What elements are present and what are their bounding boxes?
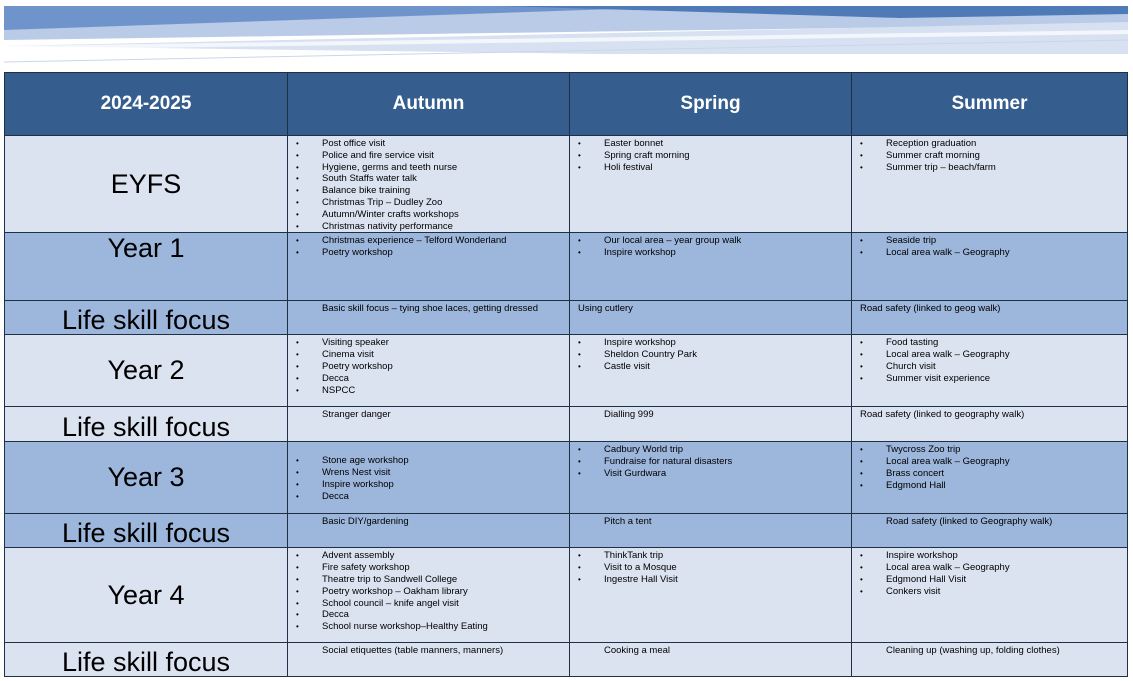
- list-item: • NSPCC: [288, 385, 569, 397]
- list-item: • Hygiene, germs and teeth nurse: [288, 162, 569, 174]
- list-item: • Brass concert: [852, 468, 1127, 480]
- autumn-cell: [288, 136, 570, 233]
- curriculum-table: [4, 72, 1128, 677]
- list-item: • Local area walk – Geography: [852, 456, 1127, 468]
- table-row: [5, 514, 1128, 548]
- list-item: • Cinema visit: [288, 349, 569, 361]
- list-item: • Theatre trip to Sandwell College: [288, 574, 569, 586]
- list-item: • Summer trip – beach/farm: [852, 162, 1127, 174]
- summer-cell: [852, 335, 1128, 407]
- autumn-heading: Autumn: [288, 73, 570, 136]
- autumn-cell: [288, 301, 570, 335]
- summer-cell: [852, 442, 1128, 514]
- list-item: • Local area walk – Geography: [852, 247, 1127, 259]
- list-item: • Balance bike training: [288, 185, 569, 197]
- spring-cell: [570, 442, 852, 514]
- year-heading: 2024-2025: [5, 73, 288, 136]
- summer-cell: [852, 407, 1128, 442]
- summer-cell: [852, 301, 1128, 335]
- list-item: • Christmas experience – Telford Wonderland: [288, 235, 569, 247]
- list-item: • Holi festival: [570, 162, 851, 174]
- list-item: • Edgmond Hall: [852, 480, 1127, 492]
- list-item: • School council – knife angel visit: [288, 598, 569, 610]
- spring-cell: [570, 548, 852, 643]
- list-item: • Visit Gurdwara: [570, 468, 851, 480]
- autumn-cell: [288, 548, 570, 643]
- table-row: [5, 301, 1128, 335]
- list-item: • Spring craft morning: [570, 150, 851, 162]
- summer-cell: [852, 643, 1128, 677]
- spring-cell: [570, 136, 852, 233]
- summer-cell: [852, 514, 1128, 548]
- autumn-cell: [288, 407, 570, 442]
- spring-cell: [570, 407, 852, 442]
- life-skill-note: Road safety (linked to geography walk): [860, 409, 1025, 421]
- life-skill-note: Road safety (linked to geog walk): [860, 303, 1001, 315]
- list-item: • Easter bonnet: [570, 138, 851, 150]
- summer-heading: Summer: [852, 73, 1128, 136]
- list-item: • Conkers visit: [852, 586, 1127, 598]
- autumn-cell: [288, 514, 570, 548]
- list-item: • School nurse workshop–Healthy Eating: [288, 621, 569, 633]
- list-item: • Church visit: [852, 361, 1127, 373]
- list-item: • Seaside trip: [852, 235, 1127, 247]
- list-item: • Wrens Nest visit: [288, 467, 569, 479]
- row-label: Year 3: [5, 442, 288, 514]
- list-item: • Edgmond Hall Visit: [852, 574, 1127, 586]
- list-item: • Autumn/Winter crafts workshops: [288, 209, 569, 221]
- row-label: Life skill focus: [5, 643, 288, 677]
- spring-cell: [570, 335, 852, 407]
- list-item: • Advent assembly: [288, 550, 569, 562]
- table-row: [5, 643, 1128, 677]
- life-skill-note: Cleaning up (washing up, folding clothes): [886, 645, 1060, 657]
- list-item: • Christmas Trip – Dudley Zoo: [288, 197, 569, 209]
- summer-cell: [852, 136, 1128, 233]
- life-skill-note: Road safety (linked to Geography walk): [886, 516, 1053, 528]
- list-item: • Summer visit experience: [852, 373, 1127, 385]
- list-item: • Fire safety workshop: [288, 562, 569, 574]
- row-label: Year 4: [5, 548, 288, 643]
- list-item: • Police and fire service visit: [288, 150, 569, 162]
- list-item: • Reception graduation: [852, 138, 1127, 150]
- spring-cell: [570, 514, 852, 548]
- table-row: [5, 233, 1128, 301]
- row-label: Life skill focus: [5, 301, 288, 335]
- list-item: • Christmas nativity performance: [288, 221, 569, 233]
- row-label: Year 1: [5, 233, 288, 301]
- life-skill-note: Dialling 999: [604, 409, 654, 421]
- spring-cell: [570, 643, 852, 677]
- list-item: • Decca: [288, 491, 569, 503]
- autumn-cell: [288, 643, 570, 677]
- list-item: • Local area walk – Geography: [852, 562, 1127, 574]
- list-item: • Stone age workshop: [288, 455, 569, 467]
- life-skill-note: Basic skill focus – tying shoe laces, getting dressed: [322, 303, 538, 315]
- life-skill-note: Stranger danger: [322, 409, 391, 421]
- autumn-cell: [288, 233, 570, 301]
- list-item: • Twycross Zoo trip: [852, 444, 1127, 456]
- list-item: • Castle visit: [570, 361, 851, 373]
- life-skill-note: Basic DIY/gardening: [322, 516, 409, 528]
- list-item: • South Staffs water talk: [288, 173, 569, 185]
- list-item: • Inspire workshop: [288, 479, 569, 491]
- summer-cell: [852, 233, 1128, 301]
- table-row: [5, 442, 1128, 514]
- spring-cell: [570, 301, 852, 335]
- list-item: • Ingestre Hall Visit: [570, 574, 851, 586]
- list-item: • ThinkTank trip: [570, 550, 851, 562]
- autumn-cell: [288, 335, 570, 407]
- list-item: • Decca: [288, 373, 569, 385]
- row-label: Year 2: [5, 335, 288, 407]
- row-label: Life skill focus: [5, 514, 288, 548]
- autumn-cell: [288, 442, 570, 514]
- list-item: • Inspire workshop: [570, 247, 851, 259]
- list-item: • Fundraise for natural disasters: [570, 456, 851, 468]
- list-item: • Food tasting: [852, 337, 1127, 349]
- life-skill-note: Cooking a meal: [604, 645, 671, 657]
- list-item: • Inspire workshop: [570, 337, 851, 349]
- life-skill-note: Using cutlery: [578, 303, 633, 315]
- list-item: • Cadbury World trip: [570, 444, 851, 456]
- header-banner: [0, 0, 1133, 70]
- life-skill-note: Pitch a tent: [604, 516, 652, 528]
- list-item: • Local area walk – Geography: [852, 349, 1127, 361]
- list-item: • Poetry workshop: [288, 247, 569, 259]
- summer-cell: [852, 548, 1128, 643]
- list-item: • Visit to a Mosque: [570, 562, 851, 574]
- list-item: • Post office visit: [288, 138, 569, 150]
- spring-heading: Spring: [570, 73, 852, 136]
- table-row: [5, 407, 1128, 442]
- table-row: [5, 136, 1128, 233]
- list-item: • Sheldon Country Park: [570, 349, 851, 361]
- list-item: • Summer craft morning: [852, 150, 1127, 162]
- header-row: [5, 73, 1128, 136]
- list-item: • Poetry workshop: [288, 361, 569, 373]
- row-label: EYFS: [5, 136, 288, 233]
- table-row: [5, 548, 1128, 643]
- spring-cell: [570, 233, 852, 301]
- table-row: [5, 335, 1128, 407]
- list-item: • Poetry workshop – Oakham library: [288, 586, 569, 598]
- list-item: • Our local area – year group walk: [570, 235, 851, 247]
- list-item: • Decca: [288, 609, 569, 621]
- row-label: Life skill focus: [5, 407, 288, 442]
- list-item: • Inspire workshop: [852, 550, 1127, 562]
- life-skill-note: Social etiquettes (table manners, manners): [322, 645, 504, 657]
- list-item: • Visiting speaker: [288, 337, 569, 349]
